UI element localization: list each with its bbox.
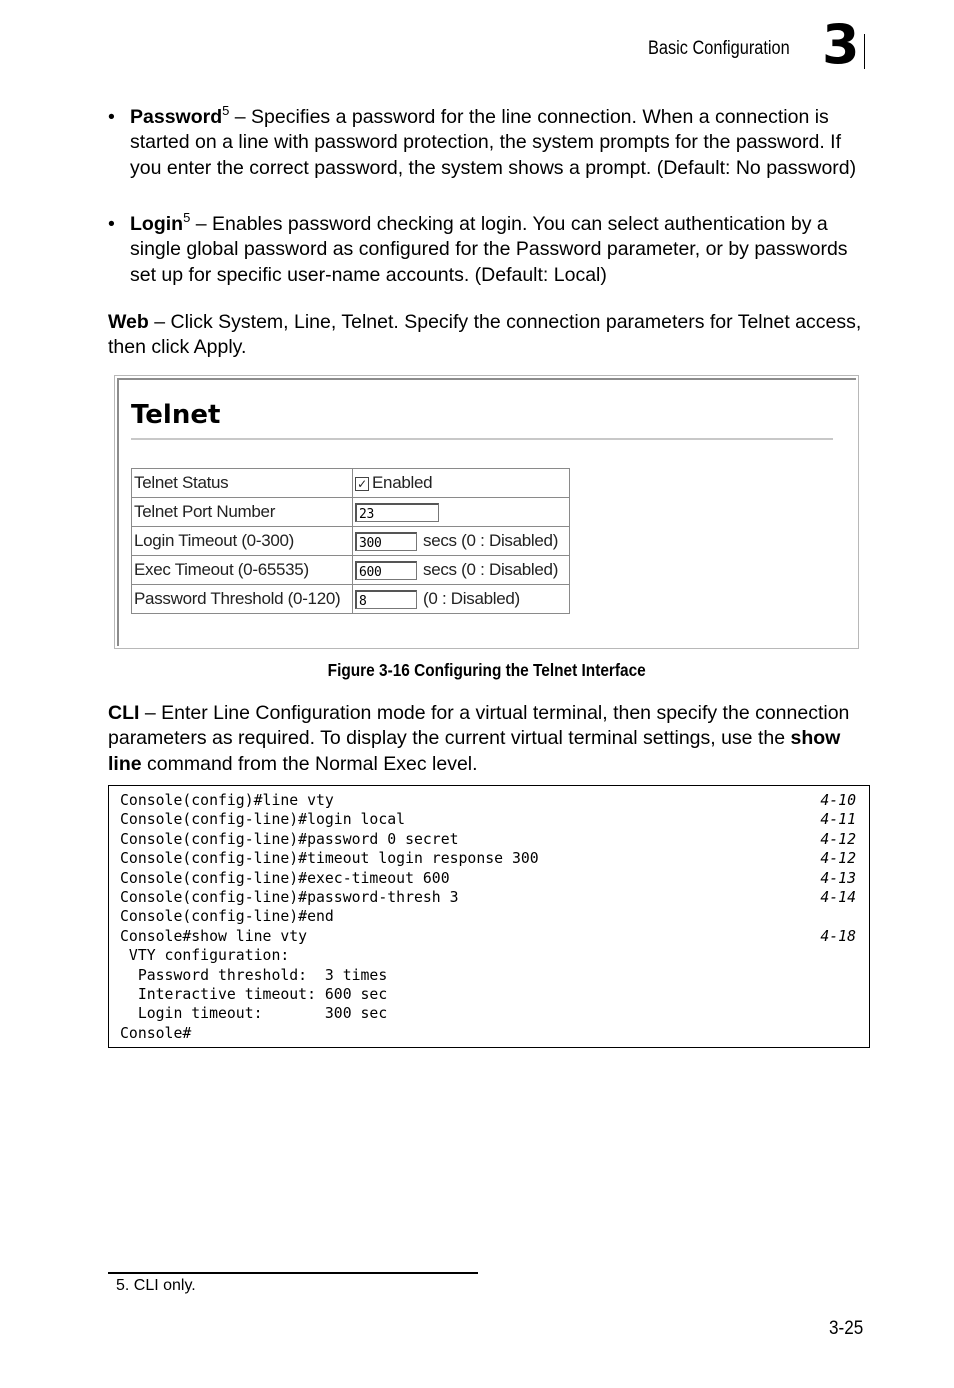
cli-text-2: command from the Normal Exec level. (141, 752, 478, 775)
code-line (120, 870, 856, 889)
telnet-settings-table (131, 468, 570, 614)
code-command: Console#show line vty (120, 927, 308, 945)
code-page-ref[interactable]: 4-14 (820, 889, 856, 906)
login-timeout-input[interactable]: 300 (355, 532, 417, 551)
heading-rule (131, 438, 833, 440)
login-timeout-unit: secs (0 : Disabled) (423, 531, 559, 551)
web-instructions (108, 310, 868, 361)
figure-caption (0, 660, 954, 681)
table-row (132, 527, 570, 556)
bullet-text (130, 209, 870, 288)
telnet-port-label: Telnet Port Number (132, 498, 353, 527)
password-threshold-cell (353, 585, 570, 614)
cli-text-1: – Enter Line Configuration mode for a virtual terminal, then specify the connection parameters as required. To display the current virtual terminal settings, use the (108, 702, 850, 750)
password-threshold-label: Password Threshold (0-120) (132, 585, 353, 614)
password-threshold-unit: (0 : Disabled) (423, 589, 520, 609)
code-line (120, 811, 856, 830)
footnote-rule (108, 1272, 478, 1274)
telnet-screenshot (114, 375, 859, 649)
login-timeout-label: Login Timeout (0-300) (132, 527, 353, 556)
telnet-port-cell (353, 498, 570, 527)
code-line (120, 986, 856, 1005)
screenshot-frame (117, 378, 856, 646)
code-output: Interactive timeout: 600 sec (120, 986, 388, 1003)
code-page-ref[interactable]: 4-11 (820, 811, 856, 829)
bullet-dot-icon: • (108, 213, 115, 235)
password-threshold-input[interactable]: 8 (355, 590, 417, 609)
telnet-enabled-checkbox[interactable]: ✓ (355, 477, 369, 491)
bullet-description: – Enables password checking at login. You can select authentication by a single global password as configured for the Password parameter, or by passwords set up for specific user-name accounts. (Default: Local) (130, 213, 848, 286)
bullet-description: – Specifies a password for the line connection. When a connection is started on a line with password protection, the system prompts for the password. If you enter the correct password, the system shows a prompt. (Default: No password) (130, 106, 857, 179)
cli-label: CLI (108, 702, 140, 724)
telnet-port-input[interactable]: 23 (355, 503, 439, 522)
cli-instructions (108, 701, 868, 777)
telnet-enabled-label: Enabled (372, 473, 433, 492)
chapter-number: 3 (822, 13, 858, 76)
code-line (120, 1005, 856, 1024)
footnote: 5. CLI only. (116, 1277, 196, 1294)
table-row (132, 469, 570, 498)
telnet-heading: Telnet (131, 400, 221, 430)
exec-timeout-cell (353, 556, 570, 585)
code-command: Console(config-line)#password 0 secret (120, 830, 459, 848)
code-line (120, 928, 856, 947)
running-header: Basic Configuration (648, 38, 790, 59)
code-command: Console(config-line)#password-thresh 3 (120, 889, 459, 906)
code-line (120, 792, 856, 811)
page-number: 3-25 (829, 1318, 864, 1339)
web-label: Web (108, 311, 149, 333)
web-text: – Click System, Line, Telnet. Specify the connection parameters for Telnet access, then click Apply. (108, 311, 862, 359)
code-line (120, 908, 856, 927)
table-row (132, 585, 570, 614)
exec-timeout-label: Exec Timeout (0-65535) (132, 556, 353, 585)
table-row (132, 498, 570, 527)
code-command: Console(config-line)#exec-timeout 600 (120, 869, 450, 887)
footnote-ref[interactable]: 5 (183, 209, 191, 225)
code-line (120, 947, 856, 966)
code-page-ref[interactable]: 4-12 (820, 850, 856, 868)
code-command: Console(config-line)#timeout login response 300 (120, 850, 539, 868)
bullet-term: Login (130, 213, 184, 235)
code-page-ref[interactable]: 4-18 (820, 927, 856, 945)
exec-timeout-unit: secs (0 : Disabled) (423, 560, 559, 580)
cli-command: show line (108, 727, 841, 775)
code-page-ref[interactable]: 4-13 (820, 869, 856, 887)
code-command: Console(config)#line vty (120, 792, 334, 809)
code-command: Console(config-line)#end (120, 908, 334, 926)
code-output: Password threshold: 3 times (120, 966, 388, 984)
code-line (120, 889, 856, 908)
table-row (132, 556, 570, 585)
code-line (120, 967, 856, 986)
code-line (120, 831, 856, 850)
cli-code-block (108, 785, 870, 1048)
code-page-ref[interactable]: 4-12 (820, 830, 856, 848)
code-command: Console(config-line)#login local (120, 811, 406, 829)
exec-timeout-input[interactable]: 600 (355, 561, 417, 580)
code-command: Console# (120, 1024, 192, 1042)
figure-caption-text: Figure 3-16 Configuring the Telnet Interface (327, 660, 647, 680)
footnote-ref[interactable]: 5 (222, 102, 230, 118)
code-line (120, 850, 856, 869)
login-timeout-cell (353, 527, 570, 556)
code-output: VTY configuration: (120, 947, 290, 965)
bullet-term: Password (130, 106, 223, 128)
code-line (120, 1025, 856, 1044)
bullet-dot-icon: • (108, 106, 115, 128)
telnet-status-label: Telnet Status (132, 469, 353, 498)
chapter-divider (864, 34, 865, 69)
code-page-ref[interactable]: 4-10 (820, 792, 856, 809)
telnet-status-cell (353, 469, 570, 498)
code-output: Login timeout: 300 sec (120, 1005, 388, 1023)
bullet-text (130, 102, 870, 181)
